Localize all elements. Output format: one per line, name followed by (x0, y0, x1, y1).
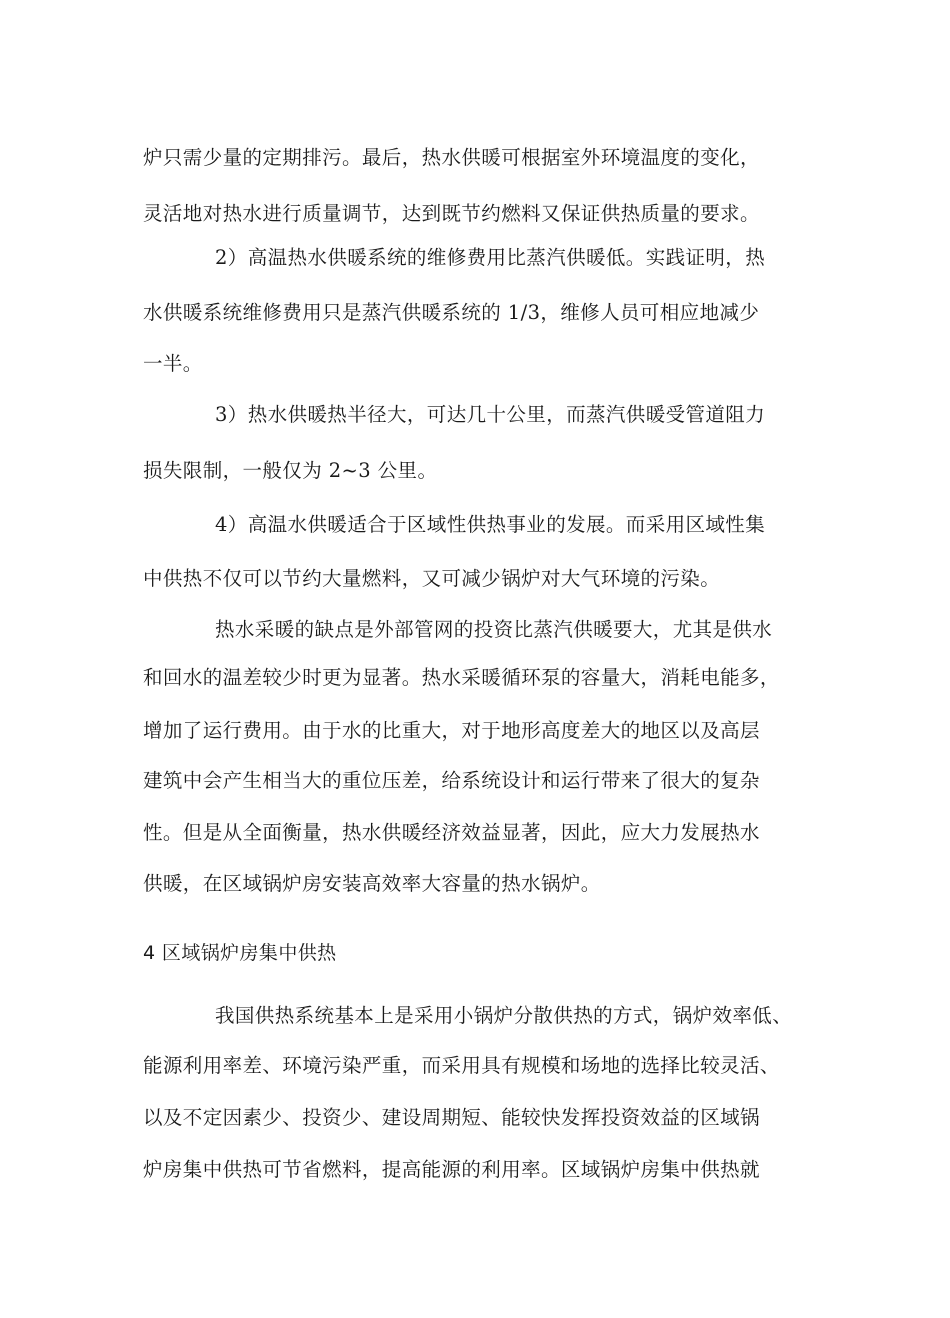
paragraph-line: 灵活地对热水进行质量调节，达到既节约燃料又保证供热质量的要求。 (143, 202, 760, 225)
paragraph-line: 性。但是从全面衡量，热水供暖经济效益显著，因此，应大力发展热水 (143, 821, 760, 844)
paragraph-line: 能源利用率差、环境污染严重，而采用具有规模和场地的选择比较灵活、 (143, 1054, 780, 1077)
paragraph-line: 炉房集中供热可节省燃料，提高能源的利用率。区域锅炉房集中供热就 (143, 1158, 760, 1181)
paragraph-line: 4）高温水供暖适合于区域性供热事业的发展。而采用区域性集 (215, 513, 766, 536)
paragraph-line: 供暖，在区域锅炉房安装高效率大容量的热水锅炉。 (143, 872, 601, 895)
paragraph-line: 2）高温热水供暖系统的维修费用比蒸汽供暖低。实践证明，热 (215, 246, 766, 269)
section-heading: 4 区域锅炉房集中供热 (143, 942, 337, 964)
paragraph-line: 我国供热系统基本上是采用小锅炉分散供热的方式，锅炉效率低、 (215, 1004, 793, 1027)
paragraph-line: 水供暖系统维修费用只是蒸汽供暖系统的 1/3，维修人员可相应地减少 (143, 301, 760, 324)
paragraph-line: 3）热水供暖热半径大，可达几十公里，而蒸汽供暖受管道阻力 (215, 403, 766, 426)
paragraph-line: 建筑中会产生相当大的重位压差，给系统设计和运行带来了很大的复杂 (143, 769, 760, 792)
paragraph-line: 炉只需少量的定期排污。最后，热水供暖可根据室外环境温度的变化， (143, 146, 760, 169)
paragraph-line: 增加了运行费用。由于水的比重大，对于地形高度差大的地区以及高层 (143, 719, 760, 742)
paragraph-line: 中供热不仅可以节约大量燃料，又可减少锅炉对大气环境的污染。 (143, 567, 721, 590)
paragraph-line: 热水采暖的缺点是外部管网的投资比蒸汽供暖要大，尤其是供水 (215, 618, 773, 641)
paragraph-line: 以及不定因素少、投资少、建设周期短、能较快发挥投资效益的区域锅 (143, 1106, 760, 1129)
paragraph-line: 和回水的温差较少时更为显著。热水采暖循环泵的容量大，消耗电能多， (143, 666, 780, 689)
paragraph-line: 一半。 (143, 352, 203, 375)
paragraph-line: 损失限制，一般仅为 2~3 公里。 (143, 459, 438, 482)
